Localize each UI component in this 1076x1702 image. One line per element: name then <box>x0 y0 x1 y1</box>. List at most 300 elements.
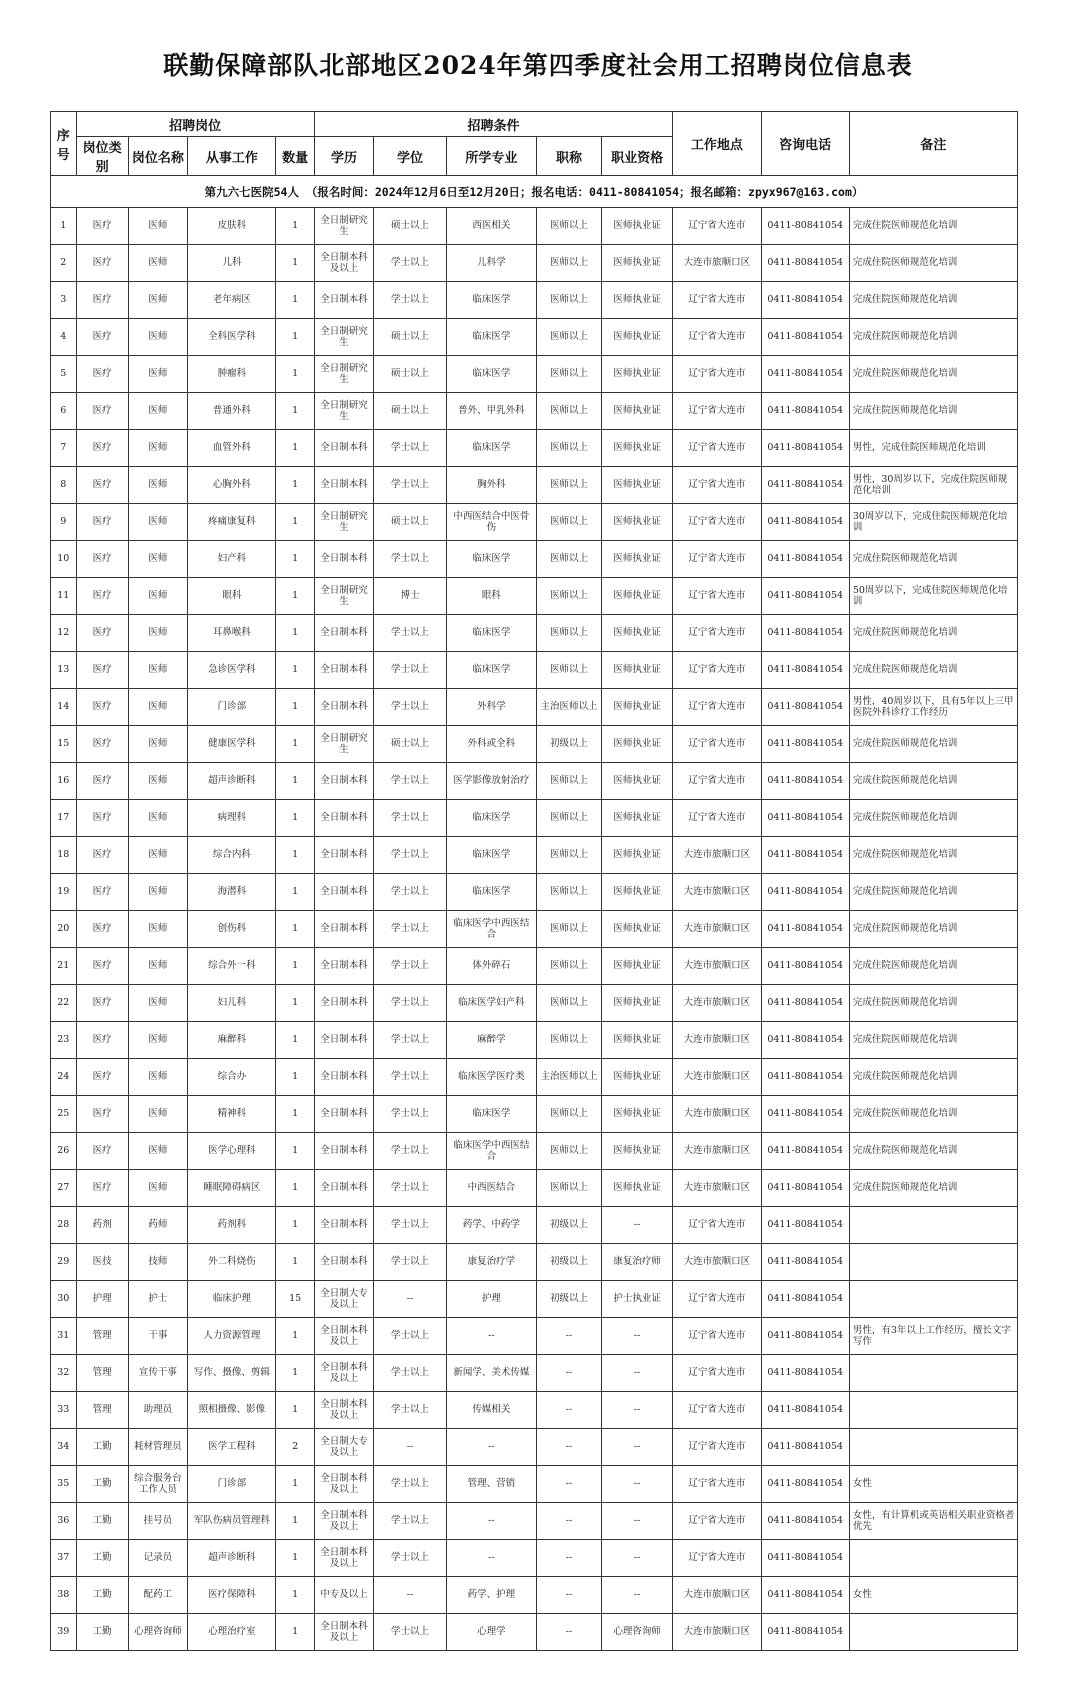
cell-seq: 2 <box>51 245 77 282</box>
cell-work: 照相摄像、影像 <box>188 1392 276 1429</box>
cell-education: 全日制本科 <box>314 541 374 578</box>
table-row <box>51 430 1018 467</box>
cell-education: 全日制研究生 <box>314 356 374 393</box>
cell-note: 完成住院医师规范化培训 <box>849 726 1017 763</box>
cell-count: 1 <box>276 1318 314 1355</box>
cell-count: 1 <box>276 874 314 911</box>
cell-count: 1 <box>276 1540 314 1577</box>
cell-major: 临床医学医疗类 <box>446 1059 536 1096</box>
cell-post-type: 医疗 <box>76 1059 128 1096</box>
cell-note: 50周岁以下，完成住院医师规范化培训 <box>849 578 1017 615</box>
cell-education: 全日制本科 <box>314 1244 374 1281</box>
table-row <box>51 541 1018 578</box>
cell-note: 男性，30周岁以下，完成住院医师规范化培训 <box>849 467 1017 504</box>
table-header <box>51 112 1018 176</box>
cell-phone: 0411-80841054 <box>761 319 849 356</box>
cell-post-name: 干事 <box>128 1318 188 1355</box>
cell-count: 1 <box>276 430 314 467</box>
cell-seq: 5 <box>51 356 77 393</box>
cell-post-name: 医师 <box>128 615 188 652</box>
cell-post-type: 管理 <box>76 1318 128 1355</box>
cell-count: 1 <box>276 1059 314 1096</box>
cell-title-rank: -- <box>537 1614 602 1651</box>
cell-degree: 学士以上 <box>374 1059 446 1096</box>
table-row <box>51 652 1018 689</box>
cell-degree: 学士以上 <box>374 1614 446 1651</box>
table-row <box>51 1281 1018 1318</box>
cell-location: 辽宁省大连市 <box>673 726 761 763</box>
cell-post-name: 医师 <box>128 1059 188 1096</box>
cell-seq: 39 <box>51 1614 77 1651</box>
table-row <box>51 948 1018 985</box>
cell-count: 1 <box>276 1614 314 1651</box>
cell-title-rank: 医师以上 <box>537 911 602 948</box>
cell-count: 1 <box>276 504 314 541</box>
cell-note: 完成住院医师规范化培训 <box>849 319 1017 356</box>
cell-note: 男性，40周岁以下，具有5年以上三甲医院外科诊疗工作经历 <box>849 689 1017 726</box>
cell-seq: 33 <box>51 1392 77 1429</box>
cell-location: 大连市旅顺口区 <box>673 911 761 948</box>
cell-major: 临床医学 <box>446 1096 536 1133</box>
table-row <box>51 245 1018 282</box>
cell-post-type: 工勤 <box>76 1429 128 1466</box>
cell-qualification: -- <box>601 1355 672 1392</box>
cell-count: 1 <box>276 1244 314 1281</box>
cell-post-name: 医师 <box>128 837 188 874</box>
cell-phone: 0411-80841054 <box>761 1096 849 1133</box>
cell-education: 全日制本科 <box>314 689 374 726</box>
header-work: 从事工作 <box>188 137 276 176</box>
cell-count: 1 <box>276 615 314 652</box>
cell-note: 完成住院医师规范化培训 <box>849 282 1017 319</box>
cell-phone: 0411-80841054 <box>761 245 849 282</box>
cell-post-name: 医师 <box>128 726 188 763</box>
cell-post-name: 心理咨询师 <box>128 1614 188 1651</box>
cell-location: 辽宁省大连市 <box>673 430 761 467</box>
table-row <box>51 319 1018 356</box>
cell-qualification: 医师执业证 <box>601 948 672 985</box>
cell-location: 辽宁省大连市 <box>673 356 761 393</box>
cell-post-name: 医师 <box>128 800 188 837</box>
cell-post-name: 医师 <box>128 911 188 948</box>
cell-degree: 学士以上 <box>374 874 446 911</box>
cell-degree: 硕士以上 <box>374 504 446 541</box>
cell-qualification: 医师执业证 <box>601 1170 672 1207</box>
cell-phone: 0411-80841054 <box>761 689 849 726</box>
cell-degree: 学士以上 <box>374 948 446 985</box>
cell-qualification: 康复治疗师 <box>601 1244 672 1281</box>
cell-education: 全日制本科及以上 <box>314 1503 374 1540</box>
cell-qualification: 医师执业证 <box>601 467 672 504</box>
cell-qualification: 医师执业证 <box>601 652 672 689</box>
cell-degree: 学士以上 <box>374 763 446 800</box>
cell-post-type: 工勤 <box>76 1466 128 1503</box>
cell-seq: 31 <box>51 1318 77 1355</box>
cell-education: 全日制本科及以上 <box>314 1355 374 1392</box>
cell-major: 临床医学妇产科 <box>446 985 536 1022</box>
cell-title-rank: 初级以上 <box>537 726 602 763</box>
cell-education: 全日制研究生 <box>314 319 374 356</box>
table-row <box>51 985 1018 1022</box>
cell-count: 2 <box>276 1429 314 1466</box>
cell-qualification: 医师执业证 <box>601 1022 672 1059</box>
cell-note: 完成住院医师规范化培训 <box>849 393 1017 430</box>
cell-phone: 0411-80841054 <box>761 948 849 985</box>
cell-major: 临床医学 <box>446 319 536 356</box>
cell-post-type: 医疗 <box>76 430 128 467</box>
cell-degree: 学士以上 <box>374 1022 446 1059</box>
cell-education: 中专及以上 <box>314 1577 374 1614</box>
cell-degree: 学士以上 <box>374 800 446 837</box>
cell-major: -- <box>446 1540 536 1577</box>
cell-education: 全日制本科 <box>314 837 374 874</box>
cell-title-rank: 医师以上 <box>537 356 602 393</box>
cell-post-name: 医师 <box>128 1096 188 1133</box>
cell-major: 临床医学 <box>446 615 536 652</box>
table-row <box>51 1170 1018 1207</box>
header-post-type: 岗位类别 <box>76 137 128 176</box>
cell-major: 中西医结合 <box>446 1170 536 1207</box>
cell-phone: 0411-80841054 <box>761 504 849 541</box>
cell-education: 全日制本科 <box>314 615 374 652</box>
cell-count: 1 <box>276 578 314 615</box>
cell-location: 辽宁省大连市 <box>673 319 761 356</box>
cell-qualification: -- <box>601 1318 672 1355</box>
cell-qualification: 医师执业证 <box>601 985 672 1022</box>
cell-phone: 0411-80841054 <box>761 1503 849 1540</box>
cell-post-name: 耗材管理员 <box>128 1429 188 1466</box>
cell-post-type: 医疗 <box>76 985 128 1022</box>
table-row <box>51 356 1018 393</box>
cell-qualification: 医师执业证 <box>601 1133 672 1170</box>
cell-qualification: -- <box>601 1577 672 1614</box>
cell-post-name: 医师 <box>128 652 188 689</box>
cell-note <box>849 1207 1017 1244</box>
cell-qualification: -- <box>601 1540 672 1577</box>
cell-seq: 28 <box>51 1207 77 1244</box>
table-row <box>51 578 1018 615</box>
cell-post-type: 医疗 <box>76 1133 128 1170</box>
table-row <box>51 1133 1018 1170</box>
cell-qualification: 医师执业证 <box>601 282 672 319</box>
cell-title-rank: 医师以上 <box>537 541 602 578</box>
cell-major: 药学、中药学 <box>446 1207 536 1244</box>
table-row <box>51 763 1018 800</box>
cell-work: 写作、摄像、剪辑 <box>188 1355 276 1392</box>
cell-major: 体外碎石 <box>446 948 536 985</box>
cell-degree: 学士以上 <box>374 1096 446 1133</box>
cell-title-rank: 医师以上 <box>537 1170 602 1207</box>
cell-post-type: 医疗 <box>76 726 128 763</box>
table-row <box>51 1577 1018 1614</box>
cell-post-type: 医疗 <box>76 837 128 874</box>
cell-work: 心胸外科 <box>188 467 276 504</box>
cell-education: 全日制本科 <box>314 1059 374 1096</box>
cell-note: 完成住院医师规范化培训 <box>849 948 1017 985</box>
cell-count: 1 <box>276 319 314 356</box>
cell-major: 普外、甲乳外科 <box>446 393 536 430</box>
cell-post-name: 医师 <box>128 504 188 541</box>
cell-seq: 36 <box>51 1503 77 1540</box>
cell-title-rank: 医师以上 <box>537 245 602 282</box>
cell-post-name: 医师 <box>128 393 188 430</box>
cell-count: 1 <box>276 541 314 578</box>
cell-phone: 0411-80841054 <box>761 1577 849 1614</box>
cell-qualification: 医师执业证 <box>601 1059 672 1096</box>
cell-count: 1 <box>276 985 314 1022</box>
cell-post-name: 医师 <box>128 282 188 319</box>
cell-seq: 37 <box>51 1540 77 1577</box>
cell-qualification: 医师执业证 <box>601 615 672 652</box>
cell-post-name: 医师 <box>128 1170 188 1207</box>
cell-work: 病理科 <box>188 800 276 837</box>
cell-post-name: 护士 <box>128 1281 188 1318</box>
cell-count: 1 <box>276 689 314 726</box>
header-qualification: 职业资格 <box>601 137 672 176</box>
cell-count: 1 <box>276 948 314 985</box>
cell-post-type: 医疗 <box>76 948 128 985</box>
cell-count: 1 <box>276 911 314 948</box>
cell-location: 大连市旅顺口区 <box>673 1170 761 1207</box>
cell-major: 传媒相关 <box>446 1392 536 1429</box>
header-seq: 序号 <box>51 112 77 176</box>
table-row <box>51 1355 1018 1392</box>
cell-post-name: 医师 <box>128 1022 188 1059</box>
cell-title-rank: -- <box>537 1318 602 1355</box>
cell-post-name: 医师 <box>128 1133 188 1170</box>
cell-phone: 0411-80841054 <box>761 763 849 800</box>
cell-seq: 1 <box>51 208 77 245</box>
cell-education: 全日制本科 <box>314 985 374 1022</box>
header-phone: 咨询电话 <box>761 112 849 176</box>
cell-seq: 19 <box>51 874 77 911</box>
cell-work: 军队伤病员管理科 <box>188 1503 276 1540</box>
table-row <box>51 911 1018 948</box>
table-row <box>51 1392 1018 1429</box>
cell-education: 全日制本科 <box>314 874 374 911</box>
cell-seq: 6 <box>51 393 77 430</box>
cell-note <box>849 1281 1017 1318</box>
cell-major: 临床医学 <box>446 541 536 578</box>
cell-post-type: 医技 <box>76 1244 128 1281</box>
cell-work: 门诊部 <box>188 1466 276 1503</box>
cell-seq: 34 <box>51 1429 77 1466</box>
cell-seq: 20 <box>51 911 77 948</box>
cell-phone: 0411-80841054 <box>761 430 849 467</box>
cell-seq: 15 <box>51 726 77 763</box>
cell-post-type: 医疗 <box>76 1022 128 1059</box>
cell-location: 大连市旅顺口区 <box>673 1577 761 1614</box>
cell-phone: 0411-80841054 <box>761 615 849 652</box>
cell-phone: 0411-80841054 <box>761 1355 849 1392</box>
cell-title-rank: 医师以上 <box>537 615 602 652</box>
cell-post-type: 工勤 <box>76 1577 128 1614</box>
cell-note: 完成住院医师规范化培训 <box>849 1059 1017 1096</box>
cell-phone: 0411-80841054 <box>761 1429 849 1466</box>
cell-count: 1 <box>276 1022 314 1059</box>
cell-post-type: 医疗 <box>76 578 128 615</box>
cell-qualification: 医师执业证 <box>601 319 672 356</box>
cell-count: 1 <box>276 1466 314 1503</box>
cell-degree: 学士以上 <box>374 1540 446 1577</box>
cell-post-type: 工勤 <box>76 1540 128 1577</box>
cell-work: 药剂科 <box>188 1207 276 1244</box>
cell-work: 综合办 <box>188 1059 276 1096</box>
cell-seq: 8 <box>51 467 77 504</box>
cell-degree: 学士以上 <box>374 1170 446 1207</box>
cell-work: 麻醉科 <box>188 1022 276 1059</box>
cell-degree: 学士以上 <box>374 1503 446 1540</box>
cell-post-name: 医师 <box>128 208 188 245</box>
cell-post-name: 医师 <box>128 245 188 282</box>
cell-work: 耳鼻喉科 <box>188 615 276 652</box>
cell-education: 全日制大专及以上 <box>314 1281 374 1318</box>
cell-phone: 0411-80841054 <box>761 874 849 911</box>
cell-location: 辽宁省大连市 <box>673 1540 761 1577</box>
table-row <box>51 1429 1018 1466</box>
cell-work: 精神科 <box>188 1096 276 1133</box>
cell-count: 15 <box>276 1281 314 1318</box>
cell-education: 全日制研究生 <box>314 578 374 615</box>
cell-education: 全日制本科及以上 <box>314 1540 374 1577</box>
cell-title-rank: 医师以上 <box>537 467 602 504</box>
cell-post-name: 医师 <box>128 319 188 356</box>
cell-qualification: 医师执业证 <box>601 911 672 948</box>
cell-location: 大连市旅顺口区 <box>673 1244 761 1281</box>
cell-phone: 0411-80841054 <box>761 1281 849 1318</box>
cell-title-rank: 医师以上 <box>537 1133 602 1170</box>
cell-phone: 0411-80841054 <box>761 911 849 948</box>
cell-work: 创伤科 <box>188 911 276 948</box>
cell-location: 辽宁省大连市 <box>673 1429 761 1466</box>
cell-location: 大连市旅顺口区 <box>673 1096 761 1133</box>
cell-major: 胸外科 <box>446 467 536 504</box>
cell-qualification: 医师执业证 <box>601 1096 672 1133</box>
cell-post-name: 医师 <box>128 356 188 393</box>
cell-degree: 学士以上 <box>374 541 446 578</box>
cell-phone: 0411-80841054 <box>761 467 849 504</box>
cell-title-rank: -- <box>537 1429 602 1466</box>
cell-degree: 学士以上 <box>374 911 446 948</box>
cell-note: 完成住院医师规范化培训 <box>849 837 1017 874</box>
cell-location: 辽宁省大连市 <box>673 467 761 504</box>
cell-post-type: 医疗 <box>76 874 128 911</box>
cell-location: 辽宁省大连市 <box>673 578 761 615</box>
cell-phone: 0411-80841054 <box>761 1466 849 1503</box>
cell-seq: 27 <box>51 1170 77 1207</box>
cell-major: 临床医学 <box>446 356 536 393</box>
cell-note: 完成住院医师规范化培训 <box>849 652 1017 689</box>
cell-major: 儿科学 <box>446 245 536 282</box>
table-row <box>51 837 1018 874</box>
cell-post-type: 医疗 <box>76 541 128 578</box>
cell-major: -- <box>446 1429 536 1466</box>
cell-count: 1 <box>276 1577 314 1614</box>
cell-post-name: 医师 <box>128 763 188 800</box>
cell-post-name: 医师 <box>128 874 188 911</box>
cell-education: 全日制本科 <box>314 763 374 800</box>
cell-post-name: 技师 <box>128 1244 188 1281</box>
cell-seq: 3 <box>51 282 77 319</box>
cell-note: 完成住院医师规范化培训 <box>849 208 1017 245</box>
cell-post-type: 医疗 <box>76 689 128 726</box>
cell-post-type: 医疗 <box>76 245 128 282</box>
cell-qualification: 心理咨询师 <box>601 1614 672 1651</box>
cell-post-name: 宣传干事 <box>128 1355 188 1392</box>
cell-major: 临床医学中西医结合 <box>446 1133 536 1170</box>
cell-education: 全日制本科 <box>314 467 374 504</box>
cell-seq: 11 <box>51 578 77 615</box>
table-row <box>51 1614 1018 1651</box>
cell-post-type: 医疗 <box>76 208 128 245</box>
cell-major: 护理 <box>446 1281 536 1318</box>
cell-post-type: 护理 <box>76 1281 128 1318</box>
cell-seq: 30 <box>51 1281 77 1318</box>
header-title-rank: 职称 <box>537 137 602 176</box>
cell-count: 1 <box>276 1096 314 1133</box>
cell-degree: 学士以上 <box>374 1133 446 1170</box>
header-education: 学历 <box>314 137 374 176</box>
cell-education: 全日制本科 <box>314 800 374 837</box>
cell-post-type: 医疗 <box>76 504 128 541</box>
cell-major: 管理、营销 <box>446 1466 536 1503</box>
cell-note: 30周岁以下，完成住院医师规范化培训 <box>849 504 1017 541</box>
cell-seq: 23 <box>51 1022 77 1059</box>
cell-note: 完成住院医师规范化培训 <box>849 911 1017 948</box>
cell-note <box>849 1429 1017 1466</box>
cell-work: 医学工程科 <box>188 1429 276 1466</box>
cell-phone: 0411-80841054 <box>761 1170 849 1207</box>
cell-title-rank: -- <box>537 1392 602 1429</box>
cell-major: 中西医结合中医骨伤 <box>446 504 536 541</box>
cell-work: 儿科 <box>188 245 276 282</box>
cell-seq: 12 <box>51 615 77 652</box>
cell-phone: 0411-80841054 <box>761 1318 849 1355</box>
cell-phone: 0411-80841054 <box>761 837 849 874</box>
cell-seq: 13 <box>51 652 77 689</box>
cell-qualification: 医师执业证 <box>601 356 672 393</box>
cell-education: 全日制本科 <box>314 1096 374 1133</box>
cell-note: 完成住院医师规范化培训 <box>849 763 1017 800</box>
cell-major: 临床医学中西医结合 <box>446 911 536 948</box>
cell-note <box>849 1355 1017 1392</box>
cell-note: 完成住院医师规范化培训 <box>849 1096 1017 1133</box>
cell-location: 辽宁省大连市 <box>673 1207 761 1244</box>
cell-degree: 学士以上 <box>374 1392 446 1429</box>
cell-title-rank: 主治医师以上 <box>537 689 602 726</box>
cell-work: 健康医学科 <box>188 726 276 763</box>
cell-location: 大连市旅顺口区 <box>673 948 761 985</box>
cell-education: 全日制本科 <box>314 1207 374 1244</box>
cell-location: 大连市旅顺口区 <box>673 874 761 911</box>
cell-qualification: 医师执业证 <box>601 578 672 615</box>
table-row <box>51 1059 1018 1096</box>
cell-phone: 0411-80841054 <box>761 800 849 837</box>
cell-note <box>849 1540 1017 1577</box>
cell-post-name: 医师 <box>128 985 188 1022</box>
cell-degree: 硕士以上 <box>374 319 446 356</box>
cell-location: 辽宁省大连市 <box>673 1466 761 1503</box>
cell-degree: 学士以上 <box>374 615 446 652</box>
cell-qualification: 医师执业证 <box>601 393 672 430</box>
cell-post-type: 医疗 <box>76 800 128 837</box>
cell-phone: 0411-80841054 <box>761 541 849 578</box>
cell-qualification: -- <box>601 1503 672 1540</box>
cell-post-name: 挂号员 <box>128 1503 188 1540</box>
cell-title-rank: 主治医师以上 <box>537 1059 602 1096</box>
cell-post-name: 综合服务台工作人员 <box>128 1466 188 1503</box>
table-row <box>51 1318 1018 1355</box>
